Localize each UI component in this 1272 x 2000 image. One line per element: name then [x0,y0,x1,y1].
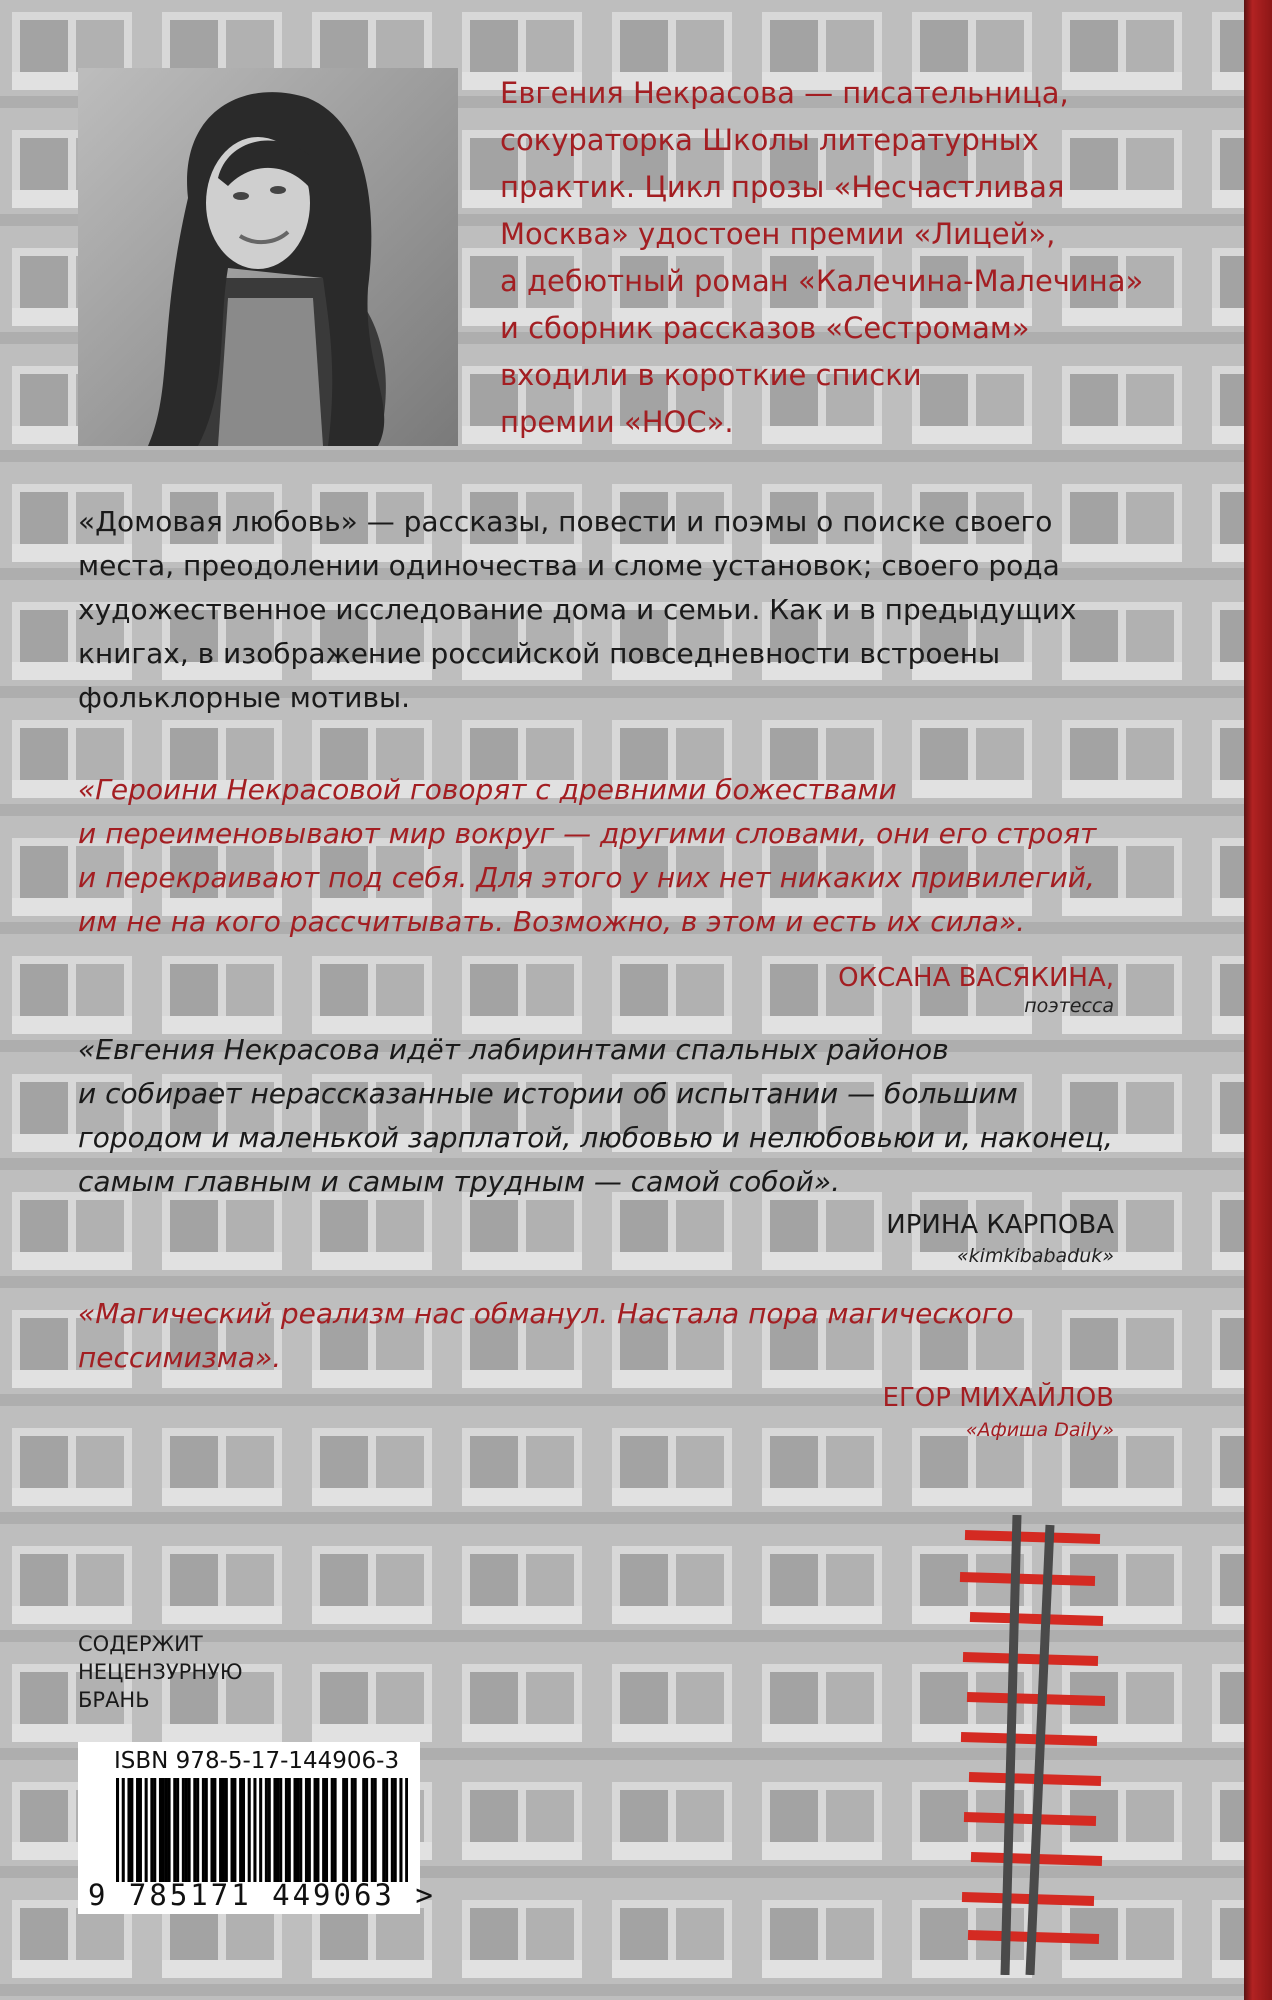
barcode-bar [153,1778,156,1882]
bio-line: входили в короткие списки [500,358,922,392]
quote-line: им не на кого рассчитывать. Возможно, в этом и есть их сила». [78,905,1026,938]
barcode-bar [391,1778,394,1882]
ladder-illustration [955,1515,1105,1975]
barcode-bar [176,1778,179,1882]
ladder-rung [960,1577,1095,1581]
review-author: ОКСАНА ВАСЯКИНА, [838,963,1114,993]
quote-line: городом и маленькой зарплатой, любовью и нелюбовьюи и, наконец, [78,1121,1113,1154]
barcode-bar [365,1778,368,1882]
barcode-bar [168,1778,171,1882]
barcode-bar [342,1778,345,1882]
annotation-line: «Домовая любовь» — рассказы, повести и поэмы о поиске своего [78,505,1053,538]
barcode-bar [374,1778,377,1882]
barcode-bar [136,1778,139,1882]
isbn-text: ISBN 978-5-17-144906-3 [114,1748,400,1774]
barcode-bar [248,1778,251,1882]
barcode-bars [116,1778,408,1882]
barcode-bar [265,1778,268,1882]
barcode-bar [288,1778,291,1882]
barcode-bar [205,1778,208,1882]
barcode-bar [222,1778,225,1882]
barcode-bar [159,1778,162,1882]
barcode-digits: 9 785171 449063 > [88,1878,436,1912]
ladder-rail-right [1030,1525,1050,1975]
bio-line: а дебютный роман «Калечина-Малечина» [500,264,1144,298]
barcode-bar [239,1778,242,1882]
barcode-bar [127,1778,130,1882]
barcode-bar [322,1778,325,1882]
barcode-bar [279,1778,282,1882]
barcode-bar [316,1778,319,1882]
barcode-bar [334,1778,337,1882]
barcode-bar [345,1778,348,1882]
ladder-rung [967,1697,1105,1701]
barcode-bar [225,1778,228,1882]
ladder-rung [970,1617,1103,1621]
barcode-bar [219,1778,222,1882]
ladder-rung [964,1817,1096,1821]
review-author: ИРИНА КАРПОВА [886,1210,1114,1240]
barcode-bar [305,1778,308,1882]
barcode-bar [273,1778,276,1882]
quote-line: и перекраивают под себя. Для этого у них нет никаких привилегий, [78,861,1095,894]
warning-line: НЕЦЕНЗУРНУЮ [78,1660,243,1684]
barcode-bar [268,1778,271,1882]
barcode-bar [405,1778,408,1882]
barcode-bar [314,1778,317,1882]
barcode-bar [399,1778,402,1882]
bio-line: премии «НОС». [500,405,734,439]
barcode-bar [202,1778,205,1882]
barcode-bar [173,1778,176,1882]
warning-line: СОДЕРЖИТ [78,1632,203,1656]
quote-line: и переименовывают мир вокруг — другими словами, они его строят [78,817,1097,850]
quote-line: самым главным и самым трудным — самой собой». [78,1165,840,1198]
barcode-bar [276,1778,279,1882]
quote-line: «Евгения Некрасова идёт лабиринтами спальных районов [78,1033,949,1066]
barcode-bar [253,1778,256,1882]
bio-line: сокураторка Школы литературных [500,123,1039,157]
barcode-bar [116,1778,119,1882]
review-author: ЕГОР МИХАЙЛОВ [882,1383,1114,1413]
barcode-bar [296,1778,299,1882]
ladder-rung [961,1737,1097,1741]
isbn-barcode-box [78,1742,436,1914]
barcode-bar [233,1778,236,1882]
barcode-bar [139,1778,142,1882]
barcode-bar [371,1778,374,1882]
barcode-bar [165,1778,168,1882]
review-author-role: «kimkibabaduk» [956,1245,1114,1267]
spine-edge-red [1244,0,1272,2000]
barcode-bar [331,1778,334,1882]
quote-line: пессимизма». [78,1341,282,1374]
barcode-bar [325,1778,328,1882]
review-quote-vasyakina [78,768,1138,944]
barcode-bar [293,1778,296,1882]
author-bio [500,70,1200,446]
quote-line: и собирает нерассказанные истории об испытании — большим [78,1077,1018,1110]
content-warning [78,1630,243,1714]
review-author-role: «Афиша Daily» [965,1419,1114,1441]
barcode-bar [145,1778,148,1882]
annotation-line: художественное исследование дома и семьи. Как и в предыдущих [78,593,1077,626]
bio-line: практик. Цикл прозы «Несчастливая [500,170,1065,204]
review-quote-karpova [78,1028,1138,1204]
barcode-bar [210,1778,213,1882]
bio-line: и сборник рассказов «Сестромам» [500,311,1030,345]
barcode-bar [193,1778,196,1882]
barcode-bar [385,1778,388,1882]
barcode-bar [185,1778,188,1882]
ladder-rung [963,1657,1098,1661]
barcode-bar [285,1778,288,1882]
barcode-bar [150,1778,153,1882]
annotation-line: книгах, в изображение российской повседневности встроены [78,637,1001,670]
ladder-rail-left [1005,1515,1017,1975]
barcode-bar [188,1778,191,1882]
author-photo [78,68,458,446]
barcode-bar [362,1778,365,1882]
barcode-bar [382,1778,385,1882]
barcode-bar [351,1778,354,1882]
barcode-bar [231,1778,234,1882]
barcode-bar [259,1778,262,1882]
annotation-line: места, преодолении одиночества и сломе установок; своего рода [78,549,1060,582]
barcode-bar [122,1778,125,1882]
barcode-bar [196,1778,199,1882]
bio-line: Евгения Некрасова — писательница, [500,76,1069,110]
ladder-rung [962,1897,1094,1901]
quote-line: «Магический реализм нас обманул. Настала пора магического [78,1297,1014,1330]
warning-line: БРАНЬ [78,1688,150,1712]
ladder-rung [965,1535,1100,1539]
barcode-bar [242,1778,245,1882]
review-quote-mikhailov [78,1292,1138,1380]
barcode-bar [394,1778,397,1882]
barcode-bar [162,1778,165,1882]
barcode-bar [130,1778,133,1882]
barcode-bar [354,1778,357,1882]
review-author-role: поэтесса [1024,995,1114,1017]
annotation-line: фольклорные мотивы. [78,681,410,714]
book-annotation [78,500,1128,720]
barcode-bar [182,1778,185,1882]
bio-line: Москва» удостоен премии «Лицей», [500,217,1056,251]
barcode-bar [299,1778,302,1882]
barcode-bar [308,1778,311,1882]
quote-line: «Героини Некрасовой говорят с древними божествами [78,773,897,806]
barcode-bar [213,1778,216,1882]
